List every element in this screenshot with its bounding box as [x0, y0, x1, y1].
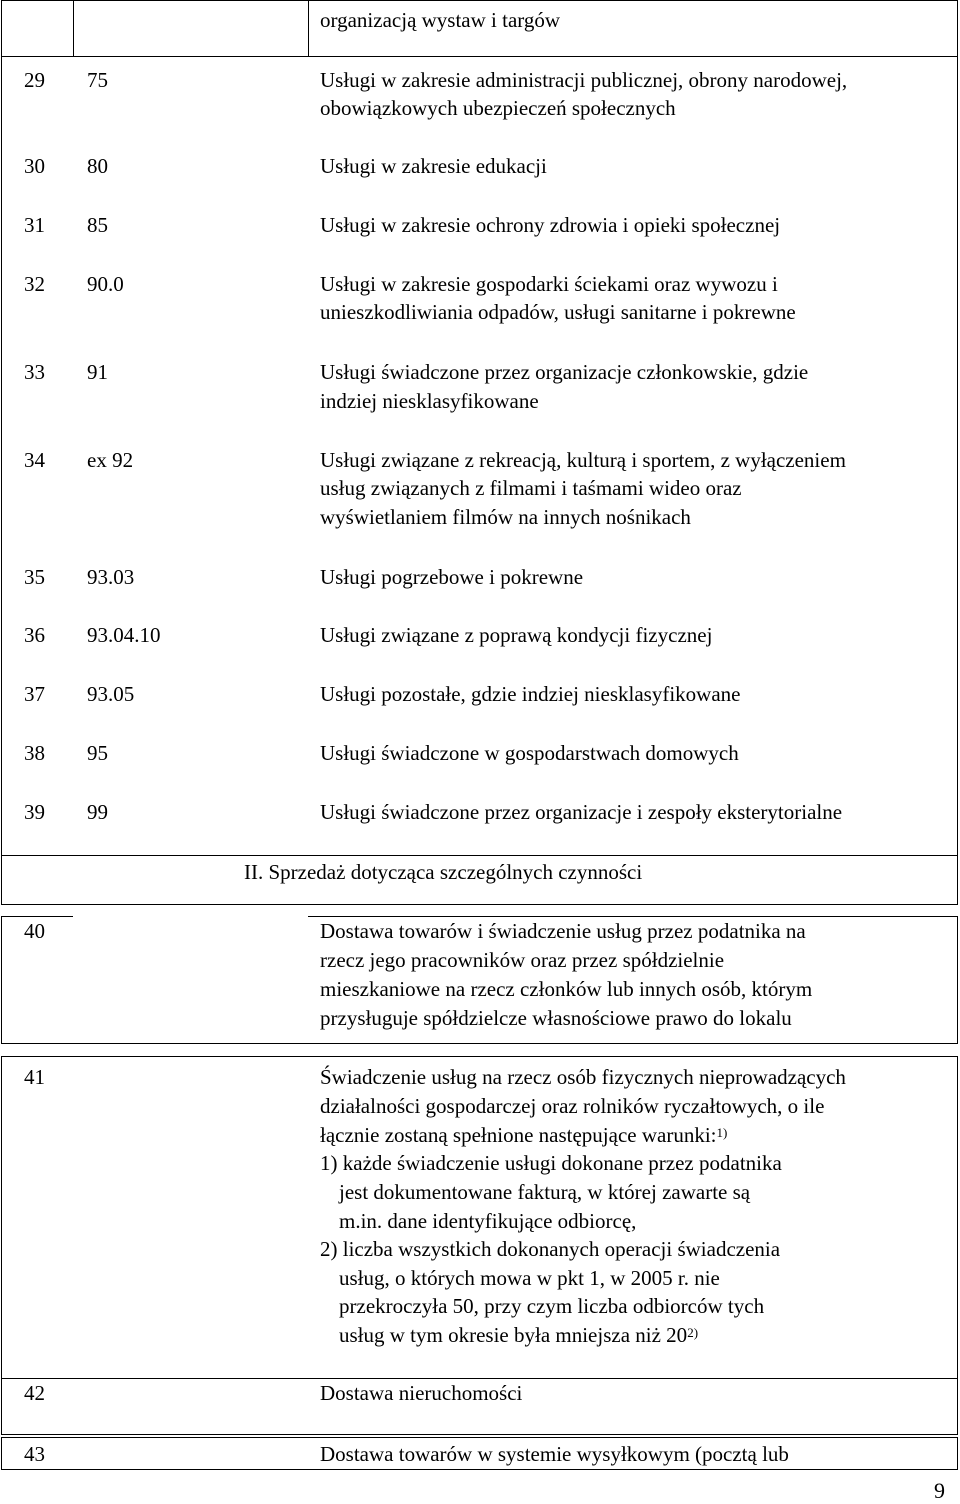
- row-desc-line: Usługi w zakresie administracji publicznej, obrony narodowej,: [320, 68, 848, 92]
- row-41-no: 41: [24, 1065, 45, 1089]
- row-code: 91: [87, 360, 108, 384]
- row-desc-line: Dostawa nieruchomości: [320, 1381, 523, 1405]
- row-desc-line-with-footnote: [320, 1121, 727, 1150]
- row-no: 35: [24, 565, 45, 589]
- row-code: ex 92: [87, 448, 134, 472]
- row-code: 93.03: [87, 565, 135, 589]
- footnote-marker: 2): [687, 1325, 699, 1340]
- row-desc-line: unieszkodliwiania odpadów, usługi sanitarne i pokrewne: [320, 300, 796, 324]
- row-code: 80: [87, 154, 108, 178]
- list-item-line: usług, o których mowa w pkt 1, w 2005 r. nie: [339, 1266, 720, 1290]
- row-code: 75: [87, 68, 108, 92]
- row-no: 39: [24, 800, 45, 824]
- row-no: 37: [24, 682, 45, 706]
- row-no: 29: [24, 68, 45, 92]
- row-desc-line: obowiązkowych ubezpieczeń społecznych: [320, 96, 676, 120]
- section-2-heading: II. Sprzedaż dotycząca szczególnych czynności: [244, 860, 643, 884]
- row-code: 95: [87, 741, 108, 765]
- row-desc-line: Usługi pogrzebowe i pokrewne: [320, 565, 584, 589]
- list-item-line: 2) liczba wszystkich dokonanych operacji świadczenia: [320, 1237, 781, 1261]
- page-number: 9: [934, 1478, 945, 1503]
- row-desc-line: Usługi w zakresie ochrony zdrowia i opieki społecznej: [320, 213, 781, 237]
- row-desc-line: Dostawa towarów i świadczenie usług przez podatnika na: [320, 919, 806, 943]
- row-desc-line: działalności gospodarczej oraz rolników ryczałtowych, o ile: [320, 1094, 825, 1118]
- list-item-line-with-footnote: [339, 1321, 698, 1350]
- row-no: 36: [24, 623, 45, 647]
- row-40-no: 40: [24, 919, 45, 943]
- row-desc-line: indziej niesklasyfikowane: [320, 389, 539, 413]
- row-desc-line: usług związanych z filmami i taśmami wideo oraz: [320, 476, 742, 500]
- row-no: 32: [24, 272, 45, 296]
- list-item-line: przekroczyła 50, przy czym liczba odbiorców tych: [339, 1294, 765, 1318]
- list-item-line: 1) każde świadczenie usługi dokonane przez podatnika: [320, 1151, 782, 1175]
- list-item-line: m.in. dane identyfikujące odbiorcę,: [339, 1209, 637, 1233]
- row-no: 30: [24, 154, 45, 178]
- table-section-1: [1, 0, 958, 856]
- row-desc-text: łącznie zostaną spełnione następujące warunki:: [320, 1123, 717, 1147]
- table-row-divider: [1, 56, 958, 57]
- row-desc-line: Świadczenie usług na rzecz osób fizycznych nieprowadzących: [320, 1065, 846, 1089]
- row-code: 99: [87, 800, 108, 824]
- row-43-no: 43: [24, 1442, 45, 1466]
- row-42-no: 42: [24, 1381, 45, 1405]
- row-desc-line: Usługi związane z rekreacją, kulturą i sportem, z wyłączeniem: [320, 448, 846, 472]
- row-code: 85: [87, 213, 108, 237]
- row-desc-line: przysługuje spółdzielcze własnościowe prawo do lokalu: [320, 1006, 792, 1030]
- row-desc-line: wyświetlaniem filmów na innych nośnikach: [320, 505, 691, 529]
- row-desc-line: Usługi w zakresie edukacji: [320, 154, 547, 178]
- table-column-divider: [308, 0, 309, 56]
- row-desc-line: mieszkaniowe na rzecz członków lub innych osób, którym: [320, 977, 813, 1001]
- top-row-text: organizacją wystaw i targów: [320, 8, 561, 32]
- row-desc-line: Usługi w zakresie gospodarki ściekami oraz wywozu i: [320, 272, 778, 296]
- row-code: 93.04.10: [87, 623, 161, 647]
- row-desc-line: Usługi świadczone w gospodarstwach domowych: [320, 741, 739, 765]
- table-column-divider: [73, 0, 74, 56]
- list-item-text: usług w tym okresie była mniejsza niż 20: [339, 1323, 688, 1347]
- row-no: 33: [24, 360, 45, 384]
- row-desc-line: Usługi świadczone przez organizacje i zespoły eksterytorialne: [320, 800, 843, 824]
- row-code: 93.05: [87, 682, 135, 706]
- row-desc-line: rzecz jego pracowników oraz przez spółdzielnie: [320, 948, 725, 972]
- row-no: 38: [24, 741, 45, 765]
- row-desc-line: Usługi pozostałe, gdzie indziej niesklasyfikowane: [320, 682, 741, 706]
- row-no: 31: [24, 213, 45, 237]
- row-code: 90.0: [87, 272, 124, 296]
- row-desc-line: Dostawa towarów w systemie wysyłkowym (pocztą lub: [320, 1442, 789, 1466]
- row-desc-line: Usługi związane z poprawą kondycji fizycznej: [320, 623, 713, 647]
- row-no: 34: [24, 448, 45, 472]
- list-item-line: jest dokumentowane fakturą, w której zawarte są: [339, 1180, 751, 1204]
- footnote-marker: 1): [716, 1125, 728, 1140]
- row-desc-line: Usługi świadczone przez organizacje członkowskie, gdzie: [320, 360, 809, 384]
- row-40-code-cell-top: [73, 916, 308, 917]
